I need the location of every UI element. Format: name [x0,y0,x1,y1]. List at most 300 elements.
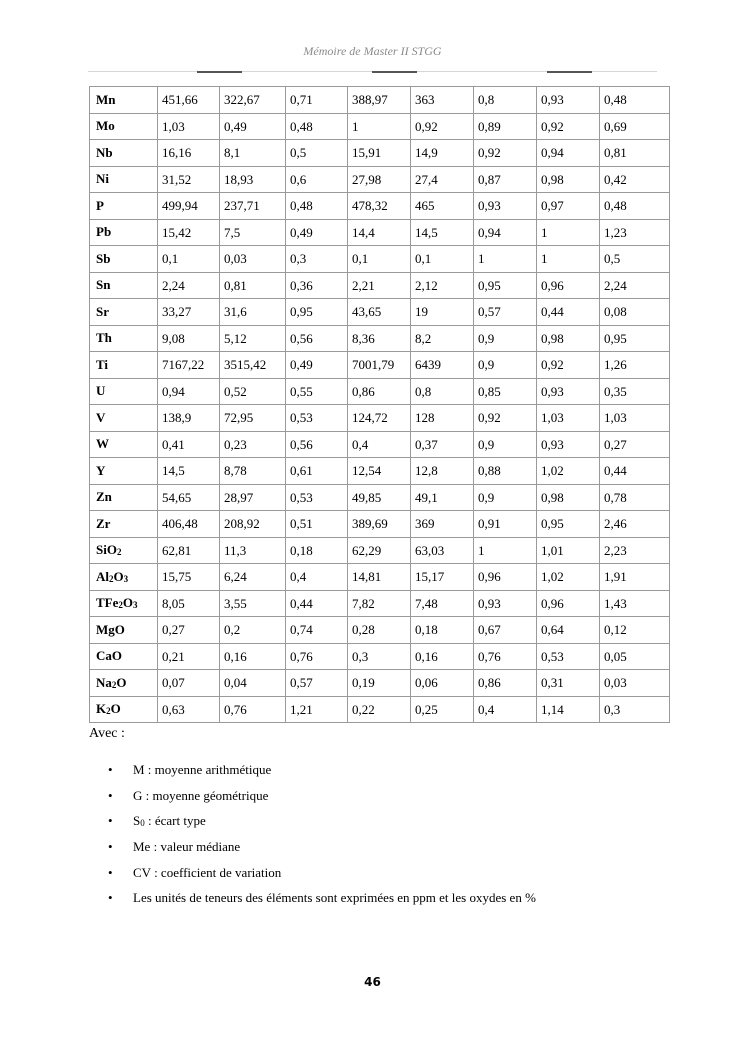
bullet-icon: • [108,787,113,803]
value-cell: 0,22 [348,696,411,723]
table-row [90,166,670,193]
value-cell: 0,6 [286,166,348,193]
value-cell: 0,07 [158,670,220,697]
list-item [108,788,536,814]
value-cell: 0,53 [286,405,348,432]
value-cell: 1,03 [158,113,220,140]
value-cell: 369 [411,511,474,538]
value-cell: 0,44 [286,590,348,617]
value-cell: 0,56 [286,431,348,458]
element-cell [90,696,158,723]
value-cell: 15,75 [158,564,220,591]
value-cell: 0,94 [537,140,600,167]
value-cell: 0,2 [220,617,286,644]
value-cell: 7,48 [411,590,474,617]
value-cell: 0,86 [474,670,537,697]
element-cell [90,431,158,458]
table-row [90,617,670,644]
value-cell: 124,72 [348,405,411,432]
value-cell: 322,67 [220,87,286,114]
value-cell: 0,23 [220,431,286,458]
value-cell: 14,9 [411,140,474,167]
value-cell: 1,21 [286,696,348,723]
value-cell: 0,16 [220,643,286,670]
value-cell: 0,74 [286,617,348,644]
legend-text: Me : valeur médiane [133,839,241,855]
value-cell: 0,92 [411,113,474,140]
value-cell: 1,02 [537,458,600,485]
value-cell: 6439 [411,352,474,379]
value-cell: 406,48 [158,511,220,538]
header-rule-accent [197,71,242,73]
value-cell: 15,91 [348,140,411,167]
value-cell: 0,98 [537,325,600,352]
value-cell: 0,5 [600,246,670,273]
value-cell: 0,9 [474,431,537,458]
value-cell: 0,92 [474,140,537,167]
value-cell: 478,32 [348,193,411,220]
value-cell: 0,9 [474,325,537,352]
value-cell: 5,12 [220,325,286,352]
element-subscript: 2 [106,706,111,717]
element-cell [90,352,158,379]
value-cell: 0,49 [286,352,348,379]
value-cell: 208,92 [220,511,286,538]
element-text: Al [96,568,109,584]
value-cell: 0,48 [286,113,348,140]
element-text: Sb [96,250,111,266]
element-text: W [96,436,109,452]
value-cell: 1,23 [600,219,670,246]
value-cell: 0,55 [286,378,348,405]
element-cell [90,299,158,326]
legend-text: Les unités de teneurs des éléments sont exprimées en ppm et les oxydes en % [133,890,536,906]
value-cell: 14,81 [348,564,411,591]
table-row [90,219,670,246]
value-cell: 0,12 [600,617,670,644]
element-text: Ni [96,171,109,187]
value-cell: 0,4 [286,564,348,591]
value-cell: 1 [537,219,600,246]
element-text: TFe [96,595,119,611]
value-cell: 0,42 [600,166,670,193]
table-row [90,113,670,140]
value-cell: 138,9 [158,405,220,432]
value-cell: 0,04 [220,670,286,697]
value-cell: 28,97 [220,484,286,511]
value-cell: 0,25 [411,696,474,723]
element-text: U [96,383,106,399]
element-subscript: 2 [116,547,122,558]
value-cell: 0,94 [474,219,537,246]
value-cell: 12,8 [411,458,474,485]
value-cell: 1 [474,537,537,564]
element-text: SiO [96,542,117,558]
value-cell: 1,01 [537,537,600,564]
value-cell: 2,12 [411,272,474,299]
value-cell: 0,61 [286,458,348,485]
value-cell: 0,93 [537,378,600,405]
value-cell: 0,93 [474,590,537,617]
value-cell: 0,03 [220,246,286,273]
table-row [90,431,670,458]
list-item [108,890,536,916]
element-cell [90,246,158,273]
value-cell: 0,93 [474,193,537,220]
value-cell: 8,78 [220,458,286,485]
element-cell [90,670,158,697]
page-header: Mémoire de Master II STGG [303,44,442,58]
element-subscript: 3 [123,573,129,584]
value-cell: 0,44 [600,458,670,485]
bullet-icon: • [108,839,113,855]
element-text: Na [96,674,112,690]
table-row [90,643,670,670]
table-row [90,590,670,617]
value-cell: 0,85 [474,378,537,405]
element-text: Ti [96,356,109,372]
value-cell: 0,03 [600,670,670,697]
value-cell: 8,36 [348,325,411,352]
value-cell: 0,31 [537,670,600,697]
value-cell: 1 [348,113,411,140]
value-cell: 7,82 [348,590,411,617]
element-text: O [122,595,134,611]
element-cell [90,643,158,670]
legend-intro: Avec : [89,726,125,741]
value-cell: 1,26 [600,352,670,379]
element-text: K [96,701,107,717]
value-cell: 12,54 [348,458,411,485]
value-cell: 0,76 [474,643,537,670]
value-cell: 63,03 [411,537,474,564]
element-cell [90,537,158,564]
element-cell [90,193,158,220]
value-cell: 62,81 [158,537,220,564]
value-cell: 0,95 [474,272,537,299]
value-cell: 2,46 [600,511,670,538]
value-cell: 9,08 [158,325,220,352]
element-cell [90,378,158,405]
table-row [90,140,670,167]
value-cell: 451,66 [158,87,220,114]
element-cell [90,113,158,140]
value-cell: 3,55 [220,590,286,617]
value-cell: 0,95 [286,299,348,326]
value-cell: 1,02 [537,564,600,591]
element-text: Mn [96,91,116,107]
value-cell: 0,18 [286,537,348,564]
value-cell: 0,93 [537,431,600,458]
value-cell: 62,29 [348,537,411,564]
value-cell: 0,91 [474,511,537,538]
value-cell: 0,95 [537,511,600,538]
value-cell: 49,1 [411,484,474,511]
value-cell: 0,95 [600,325,670,352]
value-cell: 499,94 [158,193,220,220]
table-row [90,352,670,379]
value-cell: 7,5 [220,219,286,246]
value-cell: 0,21 [158,643,220,670]
table-row [90,670,670,697]
value-cell: 363 [411,87,474,114]
table-row [90,484,670,511]
geochemistry-stats-table [89,86,670,723]
value-cell: 8,2 [411,325,474,352]
value-cell: 0,19 [348,670,411,697]
value-cell: 0,08 [600,299,670,326]
legend-text: CV : coefficient de variation [133,864,282,880]
value-cell: 0,1 [158,246,220,273]
value-cell: 33,27 [158,299,220,326]
value-cell: 0,9 [474,484,537,511]
value-cell: 0,49 [286,219,348,246]
value-cell: 0,36 [286,272,348,299]
value-cell: 0,76 [220,696,286,723]
table-row [90,246,670,273]
table-row [90,564,670,591]
bullet-icon: • [108,864,113,880]
value-cell: 0,89 [474,113,537,140]
value-cell: 0,92 [474,405,537,432]
value-cell: 0,56 [286,325,348,352]
value-cell: 0,76 [286,643,348,670]
value-cell: 0,1 [348,246,411,273]
value-cell: 0,27 [600,431,670,458]
value-cell: 0,98 [537,166,600,193]
value-cell: 0,96 [474,564,537,591]
value-cell: 0,16 [411,643,474,670]
value-cell: 2,24 [600,272,670,299]
element-text: Y [96,462,106,478]
value-cell: 0,88 [474,458,537,485]
value-cell: 0,51 [286,511,348,538]
value-cell: 0,44 [537,299,600,326]
bullet-icon: • [108,890,113,906]
element-text: Pb [96,224,112,240]
legend-text: S [133,813,141,829]
value-cell: 0,96 [537,590,600,617]
header-rule-accent [547,71,592,73]
table-row [90,325,670,352]
value-cell: 0,69 [600,113,670,140]
element-text: Sn [96,277,111,293]
legend-text: : écart type [144,813,206,829]
table-row [90,537,670,564]
table-row [90,299,670,326]
element-cell [90,140,158,167]
element-text: O [116,674,127,690]
value-cell: 0,8 [411,378,474,405]
element-cell [90,617,158,644]
table-row [90,378,670,405]
element-text: CaO [96,648,122,664]
value-cell: 0,92 [537,113,600,140]
value-cell: 389,69 [348,511,411,538]
value-cell: 0,53 [537,643,600,670]
value-cell: 0,8 [474,87,537,114]
value-cell: 0,48 [286,193,348,220]
element-cell [90,166,158,193]
value-cell: 43,65 [348,299,411,326]
value-cell: 0,37 [411,431,474,458]
value-cell: 0,92 [537,352,600,379]
table-row [90,458,670,485]
value-cell: 0,53 [286,484,348,511]
value-cell: 1,43 [600,590,670,617]
value-cell: 0,4 [474,696,537,723]
element-cell [90,87,158,114]
value-cell: 0,05 [600,643,670,670]
element-cell [90,405,158,432]
element-text: MgO [96,621,125,637]
value-cell: 8,1 [220,140,286,167]
value-cell: 0,94 [158,378,220,405]
list-item [108,839,536,865]
value-cell: 0,57 [286,670,348,697]
legend-list [108,762,536,916]
value-cell: 31,52 [158,166,220,193]
value-cell: 0,06 [411,670,474,697]
value-cell: 0,5 [286,140,348,167]
value-cell: 1 [537,246,600,273]
value-cell: 1,03 [600,405,670,432]
value-cell: 27,98 [348,166,411,193]
value-cell: 7167,22 [158,352,220,379]
table-row [90,272,670,299]
value-cell: 2,24 [158,272,220,299]
element-text: Mo [96,118,115,134]
element-text: Nb [96,144,113,160]
element-text: O [110,701,121,717]
value-cell: 31,6 [220,299,286,326]
table-row [90,405,670,432]
value-cell: 1,14 [537,696,600,723]
value-cell: 0,28 [348,617,411,644]
bullet-icon: • [108,813,113,829]
element-text: Zr [96,515,111,531]
value-cell: 7001,79 [348,352,411,379]
legend-subscript: 0 [140,818,145,829]
value-cell: 18,93 [220,166,286,193]
value-cell: 14,5 [411,219,474,246]
element-cell [90,272,158,299]
value-cell: 27,4 [411,166,474,193]
value-cell: 388,97 [348,87,411,114]
table-body [90,87,670,723]
value-cell: 6,24 [220,564,286,591]
value-cell: 0,1 [411,246,474,273]
value-cell: 0,3 [286,246,348,273]
value-cell: 0,96 [537,272,600,299]
list-item [108,762,536,788]
value-cell: 15,17 [411,564,474,591]
value-cell: 0,48 [600,193,670,220]
value-cell: 0,52 [220,378,286,405]
element-cell [90,219,158,246]
value-cell: 0,57 [474,299,537,326]
element-text: Sr [96,303,109,319]
value-cell: 128 [411,405,474,432]
element-text: Zn [96,489,112,505]
value-cell: 54,65 [158,484,220,511]
list-item [108,813,536,839]
value-cell: 72,95 [220,405,286,432]
value-cell: 3515,42 [220,352,286,379]
value-cell: 49,85 [348,484,411,511]
element-subscript: 3 [133,600,138,611]
value-cell: 0,87 [474,166,537,193]
value-cell: 0,4 [348,431,411,458]
value-cell: 2,23 [600,537,670,564]
value-cell: 0,48 [600,87,670,114]
value-cell: 0,27 [158,617,220,644]
element-cell [90,590,158,617]
legend-text: M : moyenne arithmétique [133,762,272,777]
value-cell: 0,86 [348,378,411,405]
value-cell: 0,49 [220,113,286,140]
value-cell: 0,97 [537,193,600,220]
value-cell: 0,3 [348,643,411,670]
element-cell [90,484,158,511]
element-text: O [113,568,124,584]
value-cell: 0,98 [537,484,600,511]
element-subscript: 2 [109,573,114,584]
value-cell: 11,3 [220,537,286,564]
value-cell: 0,63 [158,696,220,723]
value-cell: 1,03 [537,405,600,432]
value-cell: 19 [411,299,474,326]
value-cell: 0,81 [220,272,286,299]
table-row [90,193,670,220]
value-cell: 0,71 [286,87,348,114]
element-text: P [96,197,104,213]
value-cell: 0,81 [600,140,670,167]
table-row [90,87,670,114]
value-cell: 0,67 [474,617,537,644]
element-text: Th [96,330,112,346]
value-cell: 15,42 [158,219,220,246]
value-cell: 0,93 [537,87,600,114]
element-cell [90,564,158,591]
element-cell [90,325,158,352]
value-cell: 16,16 [158,140,220,167]
value-cell: 0,78 [600,484,670,511]
element-subscript: 2 [118,600,123,611]
table-row [90,696,670,723]
list-item [108,865,536,891]
header-rule-accent [372,71,417,73]
element-cell [90,458,158,485]
value-cell: 237,71 [220,193,286,220]
value-cell: 14,5 [158,458,220,485]
element-text: V [96,409,106,425]
table-row [90,511,670,538]
element-cell [90,511,158,538]
value-cell: 2,21 [348,272,411,299]
value-cell: 14,4 [348,219,411,246]
page-number: 46 [364,975,381,989]
value-cell: 8,05 [158,590,220,617]
value-cell: 0,9 [474,352,537,379]
value-cell: 0,3 [600,696,670,723]
value-cell: 0,41 [158,431,220,458]
legend-text: G : moyenne géométrique [133,787,269,803]
element-subscript: 2 [111,679,117,690]
bullet-icon: • [108,762,113,777]
value-cell: 0,64 [537,617,600,644]
value-cell: 0,35 [600,378,670,405]
